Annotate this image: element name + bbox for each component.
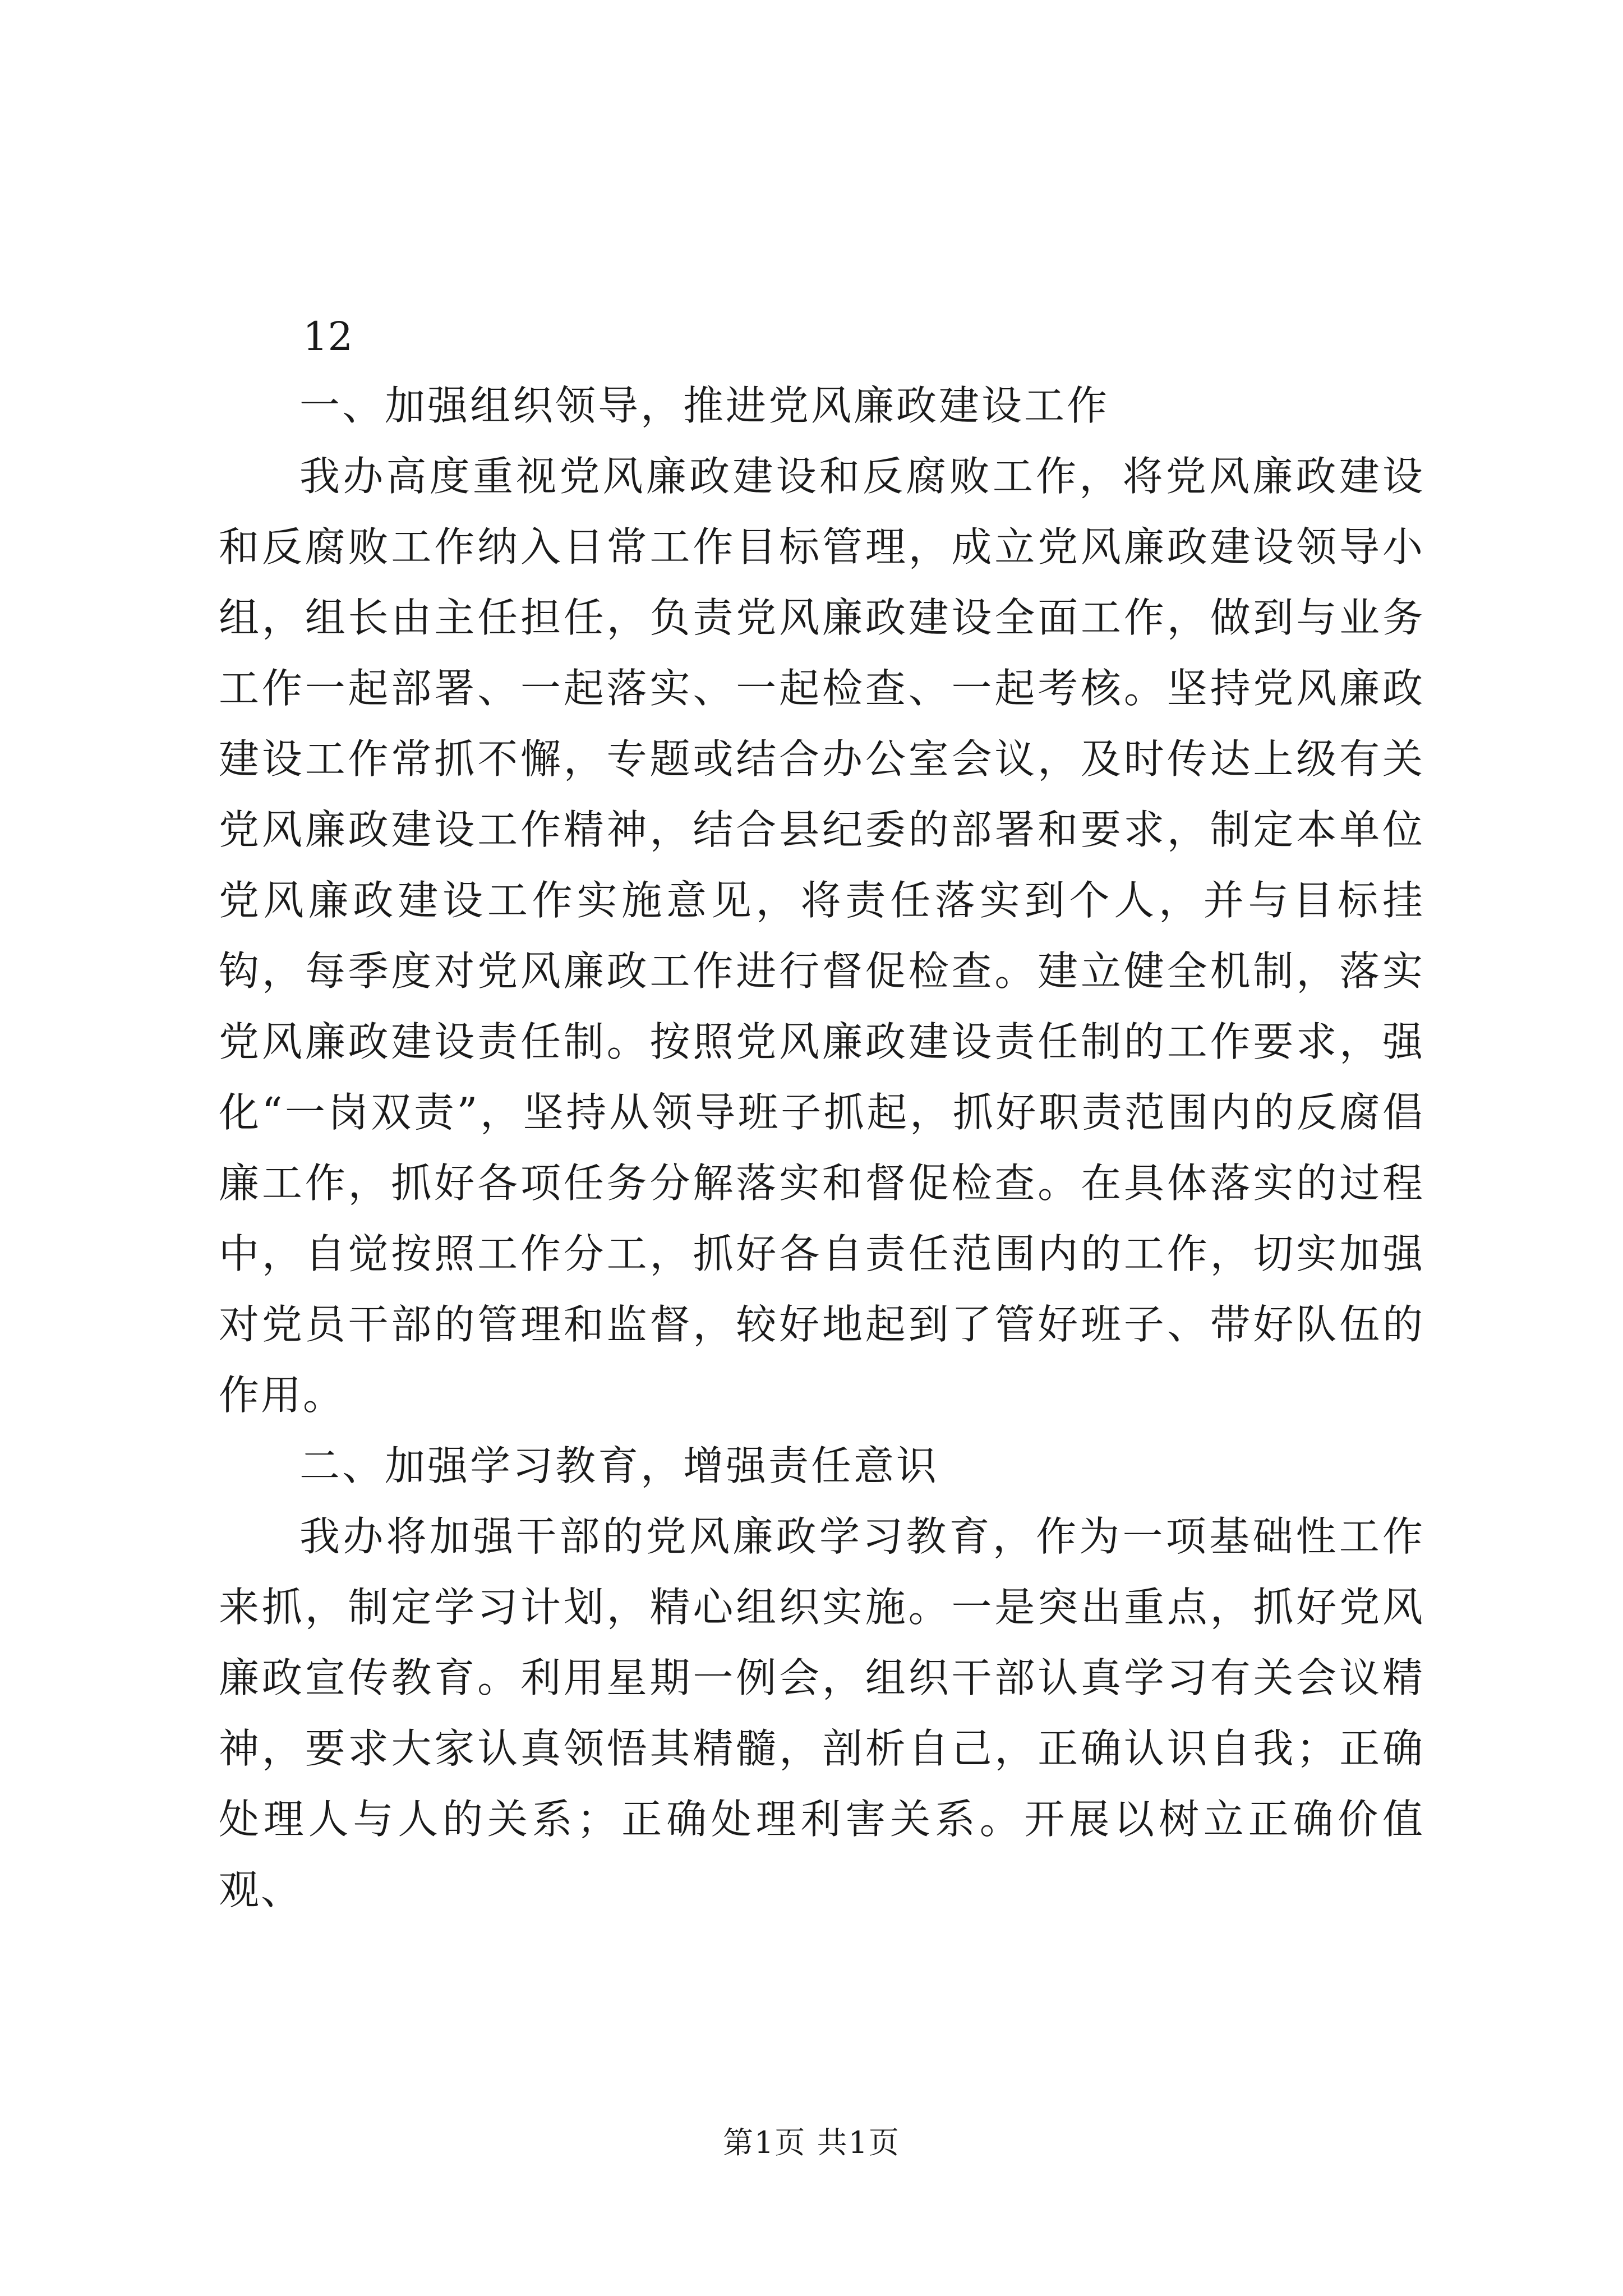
document-body — [219, 303, 1424, 1925]
section-heading-1: 一、加强组织领导，推进党风廉政建设工作 — [299, 382, 1110, 429]
section-body-1: 我办高度重视党风廉政建设和反腐败工作，将党风廉政建设和反腐败工作纳入日常工作目标管理，成立党风廉政建设领导小组，组长由主任担任，负责党风廉政建设全面工作，做到与业务工作一起部署、一起落实、一起检查、一起考核。坚持党风廉政建设工作常抓不懈，专题或结合办公室会议，及时传达上级有关党风廉政建设工作精神，结合县纪委的部署和要求，制定本单位党风廉政建设工作实施意见，将责任落实到个人，并与目标挂钩，每季度对党风廉政工作进行督促检查。建立健全机制，落实党风廉政建设责任制。按照党风廉政建设责任制的工作要求，强化“一岗双责”，坚持从领导班子抓起，抓好职责范围内的反腐倡廉工作，抓好各项任务分解落实和督促检查。在具体落实的过程中，自觉按照工作分工，抓好各自责任范围内的工作，切实加强对党员干部的管理和监督，较好地起到了管好班子、带好队伍的作用。 — [219, 453, 1424, 1419]
page-footer: 第1页 共1页 — [723, 2125, 900, 2160]
section-heading-2: 二、加强学习教育，增强责任意识 — [299, 1442, 939, 1489]
section-body-2: 我办将加强干部的党风廉政学习教育，作为一项基础性工作来抓，制定学习计划，精心组织实施。一是突出重点，抓好党风廉政宣传教育。利用星期一例会，组织干部认真学习有关会议精神，要求大家认真领悟其精髓，剖析自己，正确认识自我；正确处理人与人的关系；正确处理利害关系。开展以树立正确价值观、 — [219, 1513, 1424, 1913]
page-number-label: 12 — [303, 314, 353, 360]
